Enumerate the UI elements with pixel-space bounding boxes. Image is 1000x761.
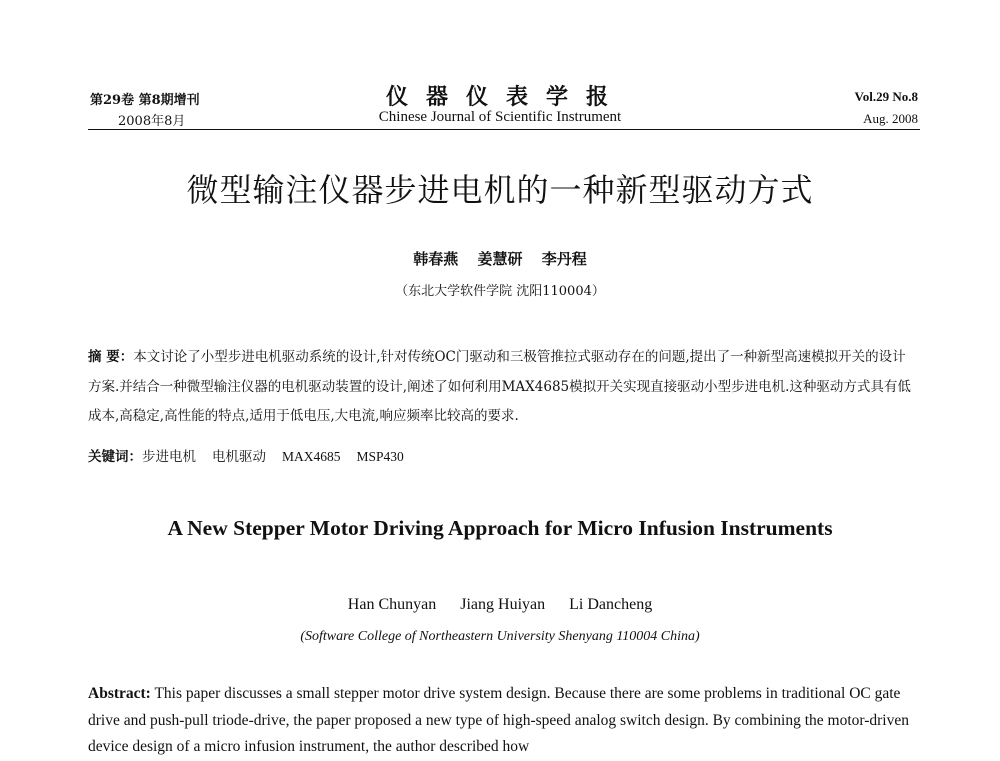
- author-name: Li Dancheng: [569, 596, 653, 613]
- affiliation-en: (Software College of Northeastern University Shenyang 110004 China): [300, 629, 700, 644]
- keyword-item: 步进电机: [142, 449, 196, 465]
- keyword-item: MAX4685: [282, 449, 341, 464]
- abstract-en-label: Abstract:: [88, 685, 151, 702]
- affiliation-cn: （东北大学软件学院 沈阳110004）: [395, 284, 605, 299]
- abstract-cn-text: 本文讨论了小型步进电机驱动系统的设计,针对传统OC门驱动和三极管推拉式驱动存在的问题,提出了一种新型高速模拟开关的设计方案.并结合一种微型输注仪器的电机驱动装置的设计,阐述了如何利用MAX4685模拟开关实现直接驱动小型步进电机.这种驱动方式具有低成本,高稳定,高性能的特点,适用于低电压,大电流,响应频率比较高的要求.: [88, 349, 911, 424]
- date-en: Aug. 2008: [863, 111, 918, 126]
- volume-en: Vol.29 No.8: [854, 89, 918, 104]
- abstract-cn-label: 摘 要：: [88, 349, 134, 365]
- header-rule: [88, 129, 920, 130]
- journal-title-en: Chinese Journal of Scientific Instrument: [378, 109, 622, 125]
- journal-title-cn: 仪器仪表学报: [385, 84, 626, 110]
- author-name: Han Chunyan: [347, 596, 437, 613]
- keyword-item: MSP430: [356, 449, 404, 464]
- paper-title-cn: 微型输注仪器步进电机的一种新型驱动方式: [186, 171, 814, 209]
- keywords-cn-label: 关键词：: [88, 449, 142, 465]
- keywords-cn: [88, 445, 420, 465]
- authors-cn: 韩春燕 姜慧研 李丹程: [413, 250, 587, 268]
- abstract-en: [88, 681, 916, 761]
- volume-issue-cn: 第29卷 第8期增刊: [90, 93, 200, 108]
- abstract-en-text: This paper discusses a small stepper motor drive system design. Because there are some problems in traditional OC gate drive and push-pull triode-drive, the paper proposed a new type of high-speed analog switch design. By combining the motor-driven device design of a micro infusion instrument, the author described how: [88, 685, 909, 755]
- paper-title-en: A New Stepper Motor Driving Approach for Micro Infusion Instruments: [167, 516, 833, 540]
- keyword-item: 电机驱动: [212, 449, 266, 465]
- author-name: Jiang Huiyan: [460, 596, 546, 613]
- authors-en: [0, 596, 1000, 614]
- abstract-cn: [88, 343, 916, 432]
- date-cn: 2008年8月: [118, 114, 186, 129]
